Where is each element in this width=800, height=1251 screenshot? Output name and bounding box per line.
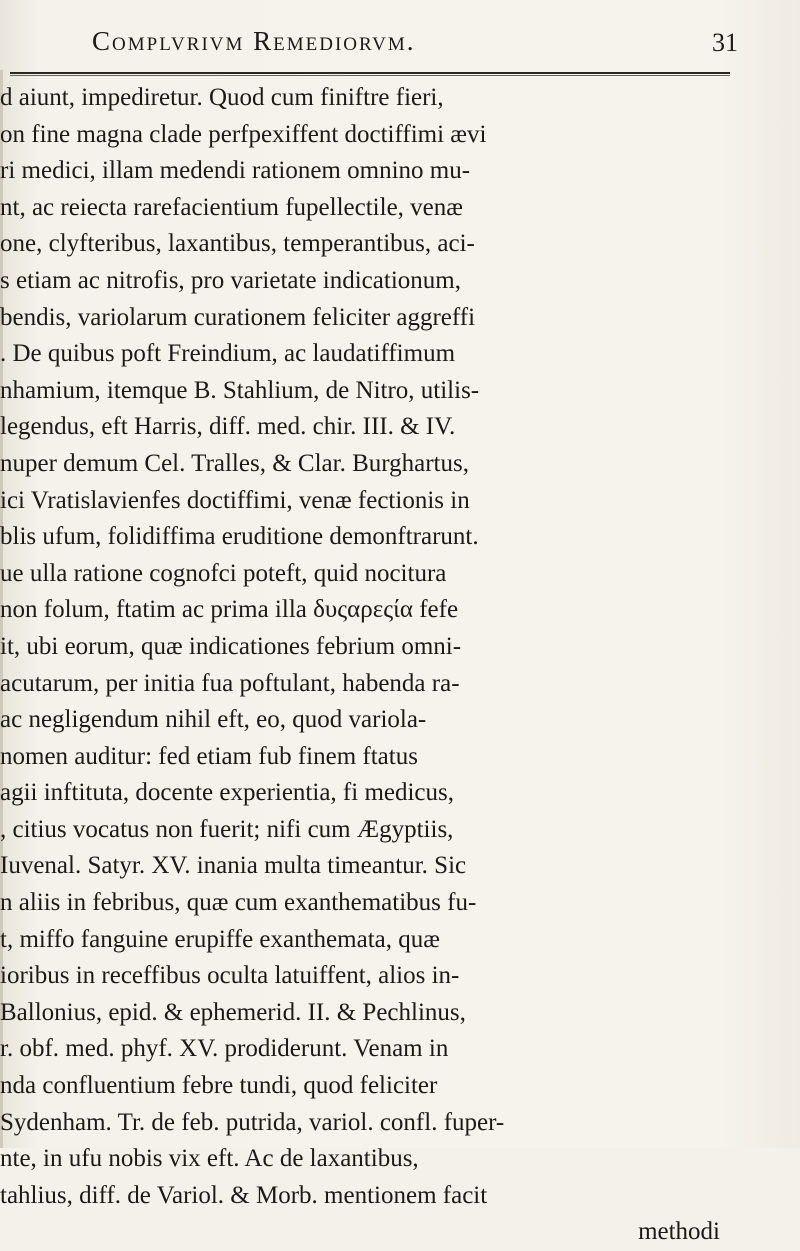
text-line: nuper demum Cel. Tralles, & Clar. Burghartus, [0,449,469,477]
text-line: nte, in ufu nobis vix eft. Ac de laxantibus, [0,1145,419,1173]
page-number: 31 [712,28,738,57]
text-line: ioribus in receffibus oculta latuiffent, alios in- [0,962,460,990]
text-line: ac negligendum nihil eft, eo, quod variola- [0,706,427,734]
text-line: tahlius, diff. de Variol. & Morb. mentionem facit [0,1181,488,1209]
text-line: , citius vocatus non fuerit; nifi cum Ægyptiis, [0,815,454,843]
text-line: one, clyfteribus, laxantibus, temperantibus, aci- [0,230,475,258]
text-line: nomen auditur: fed etiam fub finem ftatus [0,742,418,770]
text-line: ici Vratislavienfes doctiffimi, venæ fectionis in [0,486,470,514]
text-line: blis ufum, folidiffima eruditione demonftrarunt. [0,523,479,551]
text-line: non folum, ftatim ac prima illa δυςαρεςία fefe [0,596,459,624]
text-line: Sydenham. Tr. de feb. putrida, variol. confl. fuper- [0,1108,505,1136]
text-line: nt, ac reiecta rarefacientium fupellectile, venæ [0,193,463,221]
text-line: it, ubi eorum, quæ indicationes febrium omni- [0,632,462,660]
body-text [0,80,740,1251]
text-line: Ballonius, epid. & ephemerid. II. & Pechlinus, [0,998,466,1026]
text-line: t, miffo fanguine erupiffe exanthemata, quæ [0,925,440,953]
text-line: Iuvenal. Satyr. XV. inania multa timeantur. Sic [0,852,467,880]
text-line: on fine magna clade perfpexiffent doctiffimi ævi [0,120,487,148]
text-line: r. obf. med. phyf. XV. prodiderunt. Venam in [0,1035,449,1063]
text-line: nhamium, itemque B. Stahlium, de Nitro, utilis- [0,376,480,404]
text-line: s etiam ac nitrofis, pro varietate indicationum, [0,266,461,294]
text-line: d aiunt, impediretur. Quod cum finiftre fieri, [0,84,444,111]
text-line: bendis, variolarum curationem feliciter aggreffi [0,303,476,331]
text-line: nda confluentium febre tundi, quod feliciter [0,1072,438,1100]
running-head: Complvrivm Remediorvm. [92,26,416,56]
text-line: legendus, eft Harris, diff. med. chir. III. & IV. [0,413,456,441]
text-line: agii inftituta, docente experientia, fi medicus, [0,779,455,807]
catchword: methodi [638,1218,720,1246]
text-line: . De quibus poft Freindium, ac laudatiffimum [0,340,456,368]
text-line: ue ulla ratione cognofci poteft, quid nocitura [0,559,447,587]
header-rule [10,72,730,74]
header-rule-thin [10,75,730,76]
text-line: acutarum, per initia fua poftulant, habenda ra- [0,669,460,697]
text-line: ri medici, illam medendi rationem omnino mu- [0,157,471,185]
text-line: n aliis in febribus, quæ cum exanthematibus fu- [0,889,477,917]
